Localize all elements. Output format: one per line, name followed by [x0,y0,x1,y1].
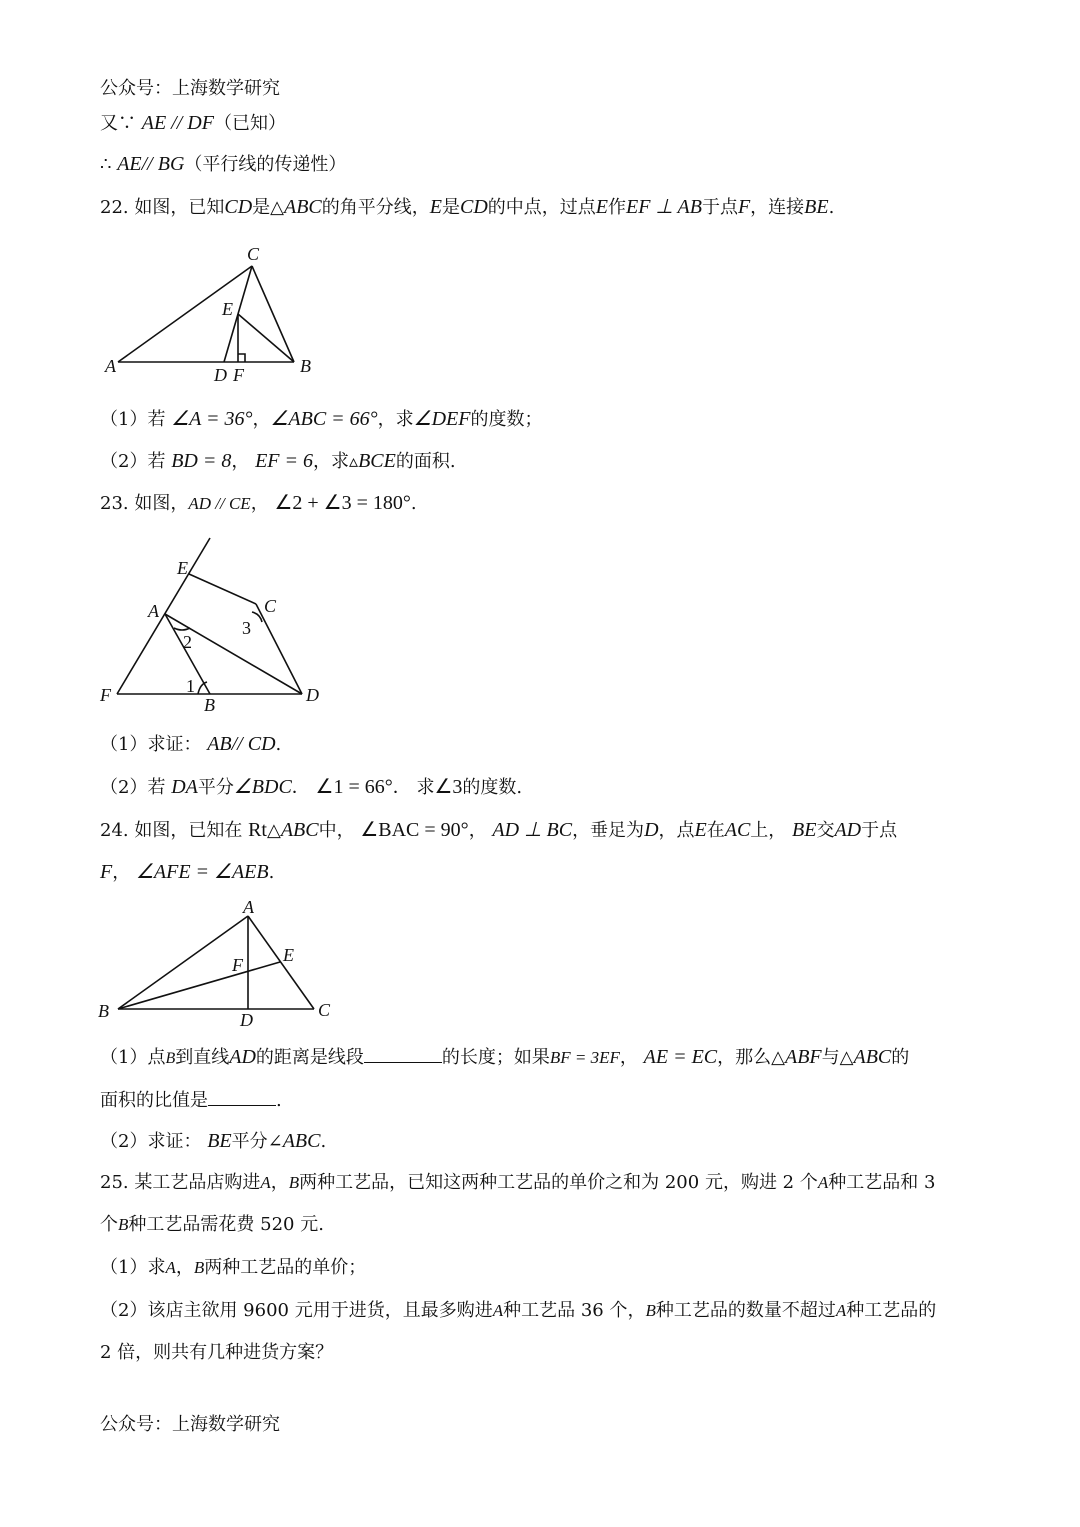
q22-label-a: A [105,356,116,376]
prev-line-2: ∴ AE// BG（平行线的传递性） [100,153,347,175]
q22-part-2: （2）若 BD = 8， EF = 6，求▵BCE的面积. [100,450,456,472]
q23-label-e: E [177,558,188,578]
page-header: 公众号：上海数学研究 [100,78,280,99]
q25-part-2: （2）该店主欲用 9600 元用于进货，且最多购进A种工艺品 36 个，B种工艺品的数量不超过A种工艺品的 [100,1300,937,1321]
q22-label-c: C [247,244,260,264]
q24-label-c: C [318,1000,331,1020]
q23-label-b: B [204,695,215,715]
q23-label-2: 2 [183,632,192,652]
q23-part-1: （1）求证： AB// CD. [100,733,282,755]
q23-label-c: C [264,596,277,616]
q23-label-1: 1 [186,676,195,696]
q24-label-d: D [240,1010,253,1030]
q25-stem-1: 25. 某工艺品店购进A，B两种工艺品，已知这两种工艺品的单价之和为 200 元，购进 2 个A种工艺品和 3 [100,1172,936,1193]
q22-label-f: F [233,365,244,385]
q25-stem-2: 个B种工艺品需花费 520 元. [100,1214,324,1235]
q22-part-1: （1）若 ∠A = 36°，∠ABC = 66°，求∠DEF的度数； [100,408,543,430]
answer-blank-1[interactable] [364,1044,442,1063]
q24-label-a: A [243,897,254,917]
q24-label-f: F [232,955,243,975]
q24-stem-2: F， ∠AFE = ∠AEB. [100,861,275,883]
q24-stem: 24. 如图，已知在 Rt△ABC中， ∠BAC = 90°， AD ⊥ BC，垂足为D，点E在AC上， BE交AD于点 [100,819,898,841]
q24-label-b: B [98,1001,109,1021]
q24-part-2: （2）求证： BE平分∠ABC. [100,1130,327,1152]
q22-stem: 22. 如图，已知CD是△ABC的角平分线，E是CD的中点，过点E作EF ⊥ AB于点F，连接BE. [100,196,835,218]
q24-part-1b: 面积的比值是 . [100,1087,984,1112]
q24-part-1: （1）点B到直线AD的距离是线段 的长度；如果BF = 3EF， AE = EC，那么△ABF与△ABC的 [100,1046,910,1068]
q25-part-1: （1）求A，B两种工艺品的单价； [100,1257,367,1278]
q23-label-d: D [306,685,319,705]
q22-label-d: D [214,365,227,385]
q22-label-e: E [222,299,233,319]
q23-label-3: 3 [242,618,251,638]
page-footer: 公众号：上海数学研究 [100,1414,280,1435]
q24-label-e: E [283,945,294,965]
q22-label-b: B [300,356,311,376]
q23-label-f: F [100,685,111,705]
q23-part-2: （2）若 DA平分∠BDC． ∠1 = 66°． 求∠3的度数. [100,776,523,798]
answer-blank-2[interactable] [208,1087,276,1106]
q23-stem: 23. 如图，AD // CE， ∠2 + ∠3 = 180°. [100,492,417,514]
q25-part-2b: 2 倍，则共有几种进货方案？ [100,1342,334,1363]
prev-line-1: 又∵ AE // DF（已知） [100,112,286,134]
q23-label-a: A [148,601,159,621]
